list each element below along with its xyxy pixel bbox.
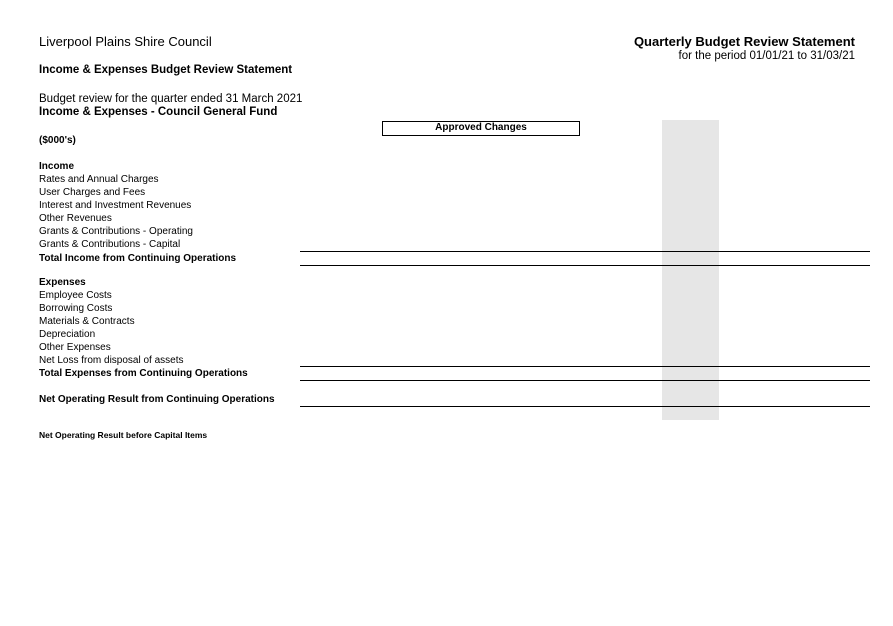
income-total-rule: [300, 251, 870, 252]
report-period: for the period 01/01/21 to 31/03/21: [678, 50, 855, 62]
row-label: Borrowing Costs: [39, 303, 113, 314]
fund-title: Income & Expenses - Council General Fund: [39, 106, 278, 118]
row-label: Other Revenues: [39, 213, 112, 224]
row-label: Total Expenses from Continuing Operations: [39, 368, 248, 379]
net-operating-underline: [300, 406, 870, 407]
row-label: Net Operating Result before Capital Items: [39, 430, 208, 440]
council-name: Liverpool Plains Shire Council: [39, 34, 212, 49]
expenses-heading: Expenses: [39, 277, 86, 288]
row-label: Materials & Contracts: [39, 316, 135, 327]
expenses-total-underline: [300, 380, 870, 381]
row-label: Grants & Contributions - Operating: [39, 226, 193, 237]
row-label: User Charges and Fees: [39, 187, 146, 198]
statement-title: Income & Expenses Budget Review Statement: [39, 64, 293, 76]
expenses-total-rule: [300, 366, 870, 367]
units-label: ($000's): [39, 135, 76, 146]
review-quarter: Budget review for the quarter ended 31 March 2021: [39, 93, 303, 105]
variations-column-shade: [662, 120, 719, 420]
row-label: Employee Costs: [39, 290, 112, 301]
row-label: Total Income from Continuing Operations: [39, 253, 237, 264]
row-label: Grants & Contributions - Capital: [39, 239, 181, 250]
income-total-underline: [300, 265, 870, 266]
row-label: Depreciation: [39, 329, 96, 340]
row-label: Net Loss from disposal of assets: [39, 355, 184, 366]
row-label: Other Expenses: [39, 342, 111, 353]
row-label: Rates and Annual Charges: [39, 174, 159, 185]
report-title: Quarterly Budget Review Statement: [633, 34, 855, 49]
row-label: Net Operating Result from Continuing Operations: [39, 394, 275, 405]
income-heading: Income: [39, 161, 75, 172]
row-label: Interest and Investment Revenues: [39, 200, 192, 211]
approved-changes-label: Approved Changes: [435, 122, 527, 133]
